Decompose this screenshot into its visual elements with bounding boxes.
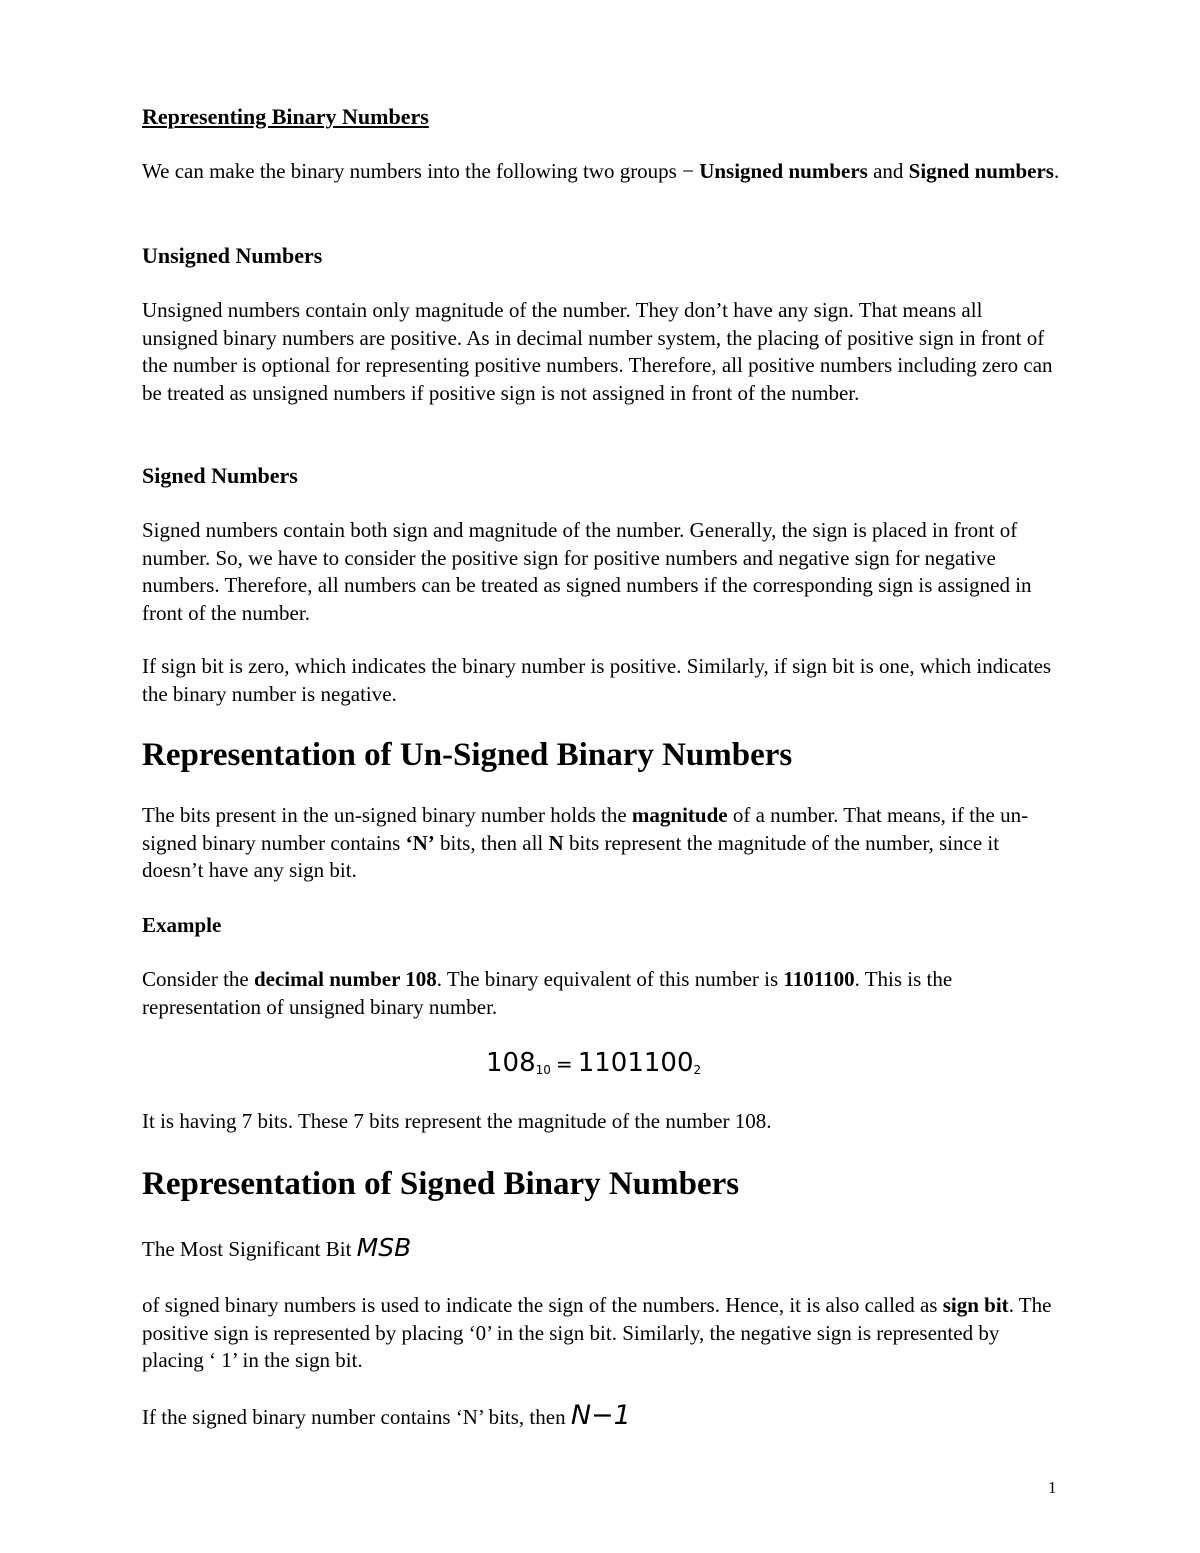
signed-numbers-paragraph: Signed numbers contain both sign and magnitude of the number. Generally, the sign is placed in front of number. So, we have to consider the positive sign for positive numbers and negative sign for negative numbers. Therefore, all numbers can be treated as signed numbers if the corresponding sign is assigned in front of the number. [142, 518, 1032, 625]
text-run: of signed binary numbers is used to indicate the sign of the numbers. Hence, it is also called as [142, 1293, 943, 1317]
intro-text: . [1053, 159, 1060, 183]
example-heading: Example [142, 913, 222, 937]
equation-lhs: 108 [486, 1048, 536, 1078]
bold-n: N [548, 830, 564, 855]
conversion-equation [486, 1046, 701, 1087]
intro-bold-signed: Signed numbers [908, 159, 1054, 183]
document-page [142, 0, 1062, 1553]
equation-equals: = [555, 1052, 573, 1076]
text-run: bits represent the magnitude of the number, since it doesn’t have any sign bit. [142, 830, 1000, 882]
text-run: If the signed binary number contains ‘N’ bits, then [142, 1405, 571, 1429]
text-run: . The positive sign is represented by placing ‘0’ in the sign bit. Similarly, the negative sign is represented by placing ‘ 1’ in the sign bit. [142, 1293, 1052, 1372]
equation-rhs-base: 2 [693, 1063, 702, 1077]
intro-bold-unsigned: Unsigned numbers [699, 159, 868, 183]
bold-decimal-number: decimal number 108 [253, 967, 437, 991]
bold-magnitude: magnitude [631, 803, 728, 827]
text-run: The Most Significant Bit [142, 1237, 357, 1261]
intro-text: We can make the binary numbers into the following two groups − [142, 159, 700, 183]
text-run: . The binary equivalent of this number is [436, 967, 784, 991]
example-paragraph [142, 966, 1062, 1021]
intro-text: and [867, 159, 909, 183]
sign-bit-definition-paragraph [142, 1292, 1062, 1375]
unsigned-numbers-paragraph: Unsigned numbers contain only magnitude of the number. They don’t have any sign. That means all unsigned binary numbers are positive. As in decimal number system, the placing of positive sign in front of the number is optional for representing positive numbers. Therefore, all positive numbers including zero can be treated as unsigned numbers if positive sign is not assigned in front of the number. [142, 298, 1053, 405]
text-run: of a number. That means, if the un-signed binary number contains [142, 803, 1029, 855]
unsigned-representation-paragraph [142, 802, 1062, 885]
bold-n-quoted: ‘N’ [405, 830, 435, 855]
msb-math: MSB [356, 1233, 412, 1262]
equation-lhs-base: 10 [535, 1063, 551, 1077]
signed-numbers-heading: Signed Numbers [142, 463, 298, 488]
text-run: . This is the representation of unsigned binary number. [142, 967, 953, 1019]
bold-sign-bit: sign bit [942, 1293, 1009, 1317]
signed-representation-heading: Representation of Signed Binary Numbers [142, 1166, 740, 1202]
intro-paragraph [142, 158, 1062, 186]
unsigned-numbers-heading: Unsigned Numbers [142, 243, 323, 268]
n-bits-paragraph [142, 1402, 1062, 1432]
text-run: The bits present in the un-signed binary number holds the [142, 803, 632, 827]
equation-rhs: 1101100 [577, 1048, 694, 1078]
page-number: 1 [1048, 1478, 1057, 1497]
bold-binary-value: 1101100 [783, 967, 855, 991]
unsigned-representation-heading: Representation of Un-Signed Binary Numbers [142, 737, 793, 773]
text-run: bits, then all [434, 830, 549, 855]
msb-paragraph [142, 1234, 1062, 1264]
document-title: Representing Binary Numbers [142, 104, 429, 129]
text-run: Consider the [142, 967, 254, 991]
bit-count-paragraph: It is having 7 bits. These 7 bits represent the magnitude of the number 108. [142, 1109, 772, 1133]
sign-bit-paragraph: If sign bit is zero, which indicates the binary number is positive. Similarly, if sign bit is one, which indicates the binary number is negative. [142, 654, 1052, 706]
n-minus-one-math: N−1 [570, 1400, 631, 1431]
